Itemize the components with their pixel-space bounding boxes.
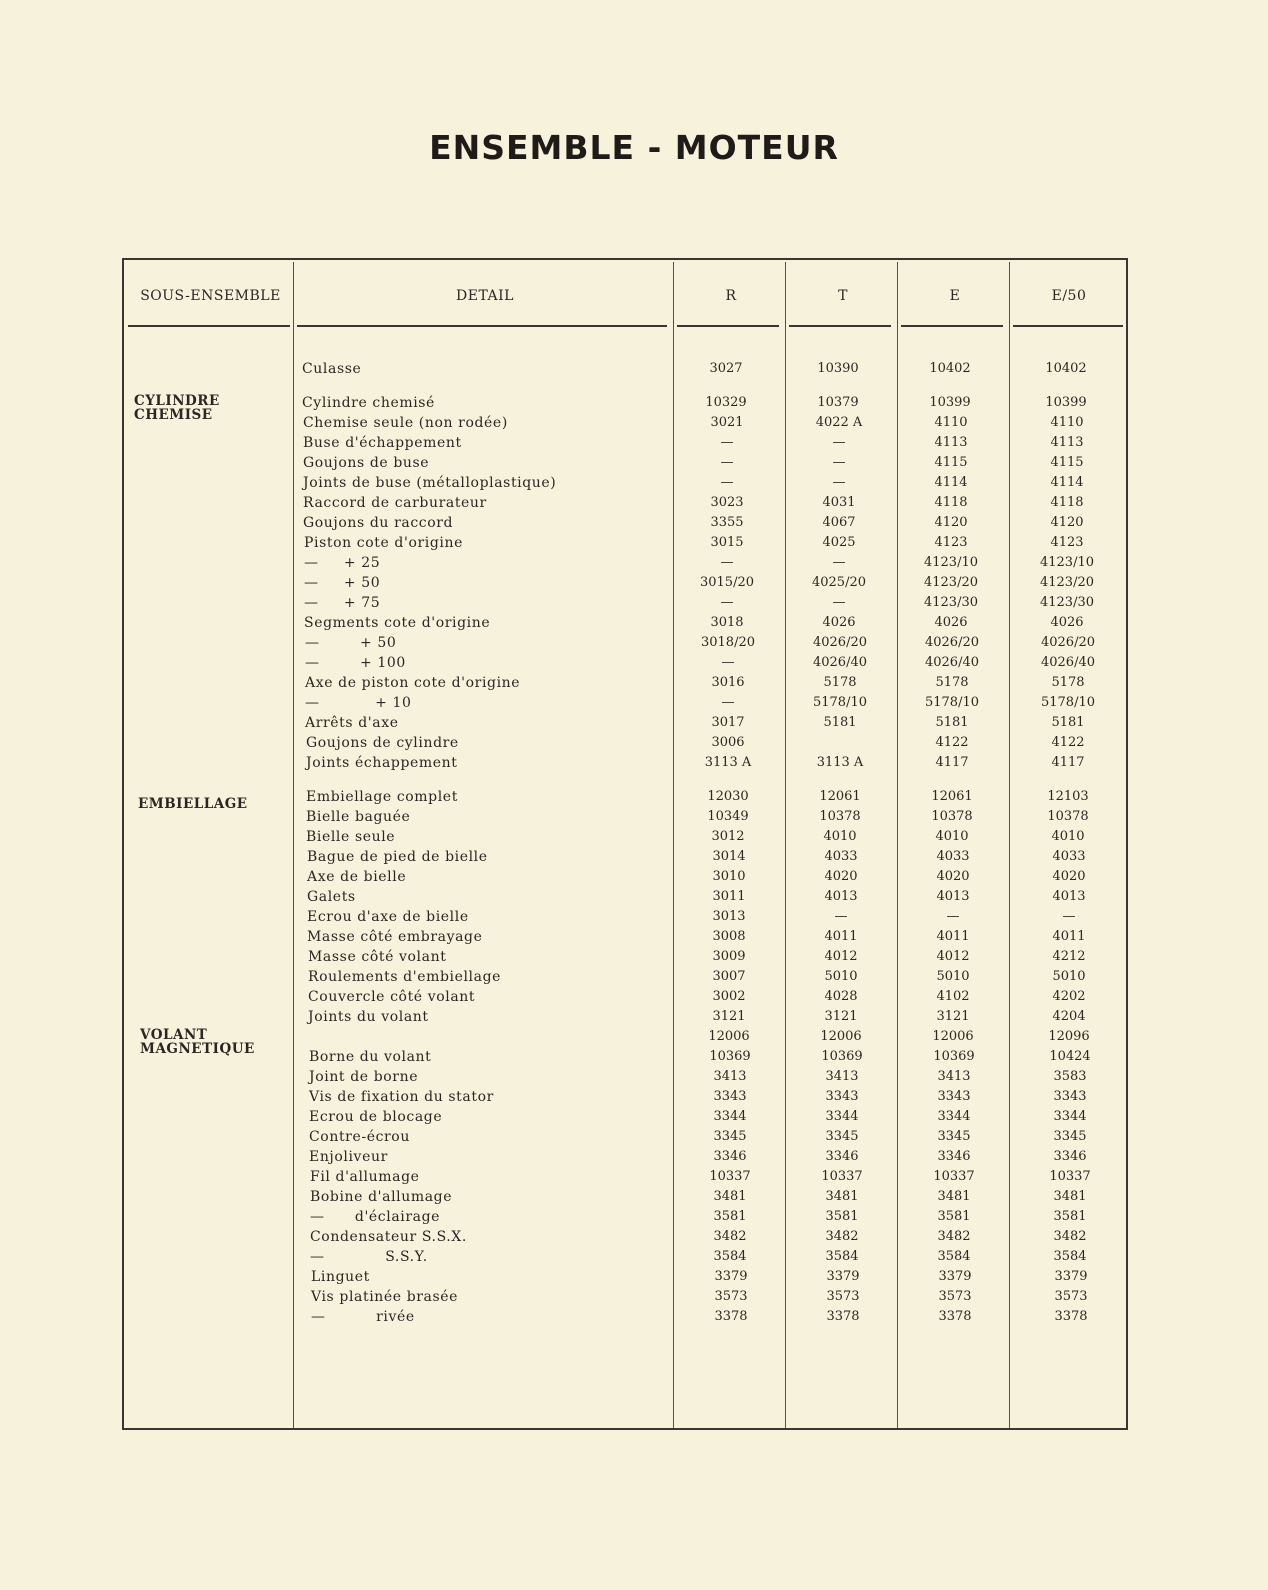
value-cell-r: 3009 — [712, 949, 746, 964]
value-cell-r: 10369 — [709, 1049, 751, 1064]
value-cell-e50: 3378 — [1054, 1309, 1088, 1324]
value-cell-t: 10379 — [817, 395, 859, 410]
value-cell-r: 3027 — [709, 361, 743, 376]
table-row — [0, 1088, 1268, 1108]
value-cell-r: 3010 — [712, 869, 746, 884]
value-cell-r: 3017 — [711, 715, 745, 730]
header-underline — [901, 325, 1003, 327]
table-row — [0, 928, 1268, 948]
detail-cell: Galets — [307, 889, 356, 905]
value-cell-t: 3345 — [825, 1129, 859, 1144]
table-row — [0, 654, 1268, 674]
header-sous-ensemble: SOUS-ENSEMBLE — [140, 288, 281, 304]
detail-cell: Linguet — [311, 1269, 370, 1285]
detail-cell: Cylindre chemisé — [302, 395, 435, 411]
value-cell-e: 5010 — [936, 969, 970, 984]
value-cell-e: 4012 — [936, 949, 970, 964]
value-cell-e: 4026 — [934, 615, 968, 630]
value-cell-e: 4117 — [935, 755, 969, 770]
value-cell-e: 4123/30 — [923, 595, 978, 610]
value-cell-e50: 4115 — [1050, 455, 1084, 470]
table-row — [0, 494, 1268, 514]
table-row — [0, 1028, 1268, 1048]
value-cell-t: 4026 — [822, 615, 856, 630]
value-cell-t: 3482 — [825, 1229, 859, 1244]
value-cell-e: 3121 — [936, 1009, 970, 1024]
value-cell-r: 3018 — [710, 615, 744, 630]
value-cell-e50: 4026/40 — [1040, 655, 1095, 670]
value-cell-t: 12061 — [819, 789, 861, 804]
header-underline — [789, 325, 891, 327]
value-cell-e: 5181 — [935, 715, 969, 730]
detail-cell: Goujons du raccord — [303, 515, 454, 531]
value-cell-e: 4114 — [934, 475, 968, 490]
detail-cell: Ecrou d'axe de bielle — [307, 909, 469, 925]
detail-cell: — d'éclairage — [310, 1209, 441, 1225]
group-volant-magnetique: VOLANT MAGNETIQUE — [140, 1027, 255, 1057]
detail-cell: Ecrou de blocage — [309, 1109, 443, 1125]
value-cell-r: 3002 — [712, 989, 746, 1004]
value-cell-t: — — [834, 909, 848, 924]
detail-cell: Goujons de buse — [303, 455, 430, 471]
value-cell-r: — — [720, 555, 734, 570]
value-cell-e50: 4013 — [1052, 889, 1086, 904]
value-cell-e50: 12103 — [1047, 789, 1089, 804]
value-cell-r: 3011 — [712, 889, 746, 904]
value-cell-t: 4020 — [824, 869, 858, 884]
value-cell-e50: 3344 — [1053, 1109, 1087, 1124]
value-cell-e50: 3379 — [1054, 1269, 1088, 1284]
value-cell-e50: 10337 — [1049, 1169, 1091, 1184]
page-title: ENSEMBLE - MOTEUR — [429, 128, 839, 167]
table-row — [0, 754, 1268, 774]
value-cell-e50: 3584 — [1053, 1249, 1087, 1264]
value-cell-e50: 4020 — [1052, 869, 1086, 884]
value-cell-e50: 3481 — [1053, 1189, 1087, 1204]
value-cell-e: 5178/10 — [924, 695, 979, 710]
table-row — [0, 454, 1268, 474]
table-row — [0, 1188, 1268, 1208]
value-cell-r: — — [721, 695, 735, 710]
table-row — [0, 394, 1268, 414]
detail-cell: Fil d'allumage — [310, 1169, 420, 1185]
detail-cell: — + 10 — [305, 695, 412, 711]
value-cell-r: — — [720, 435, 734, 450]
value-cell-t: 4022 A — [815, 415, 863, 430]
value-cell-r: 3343 — [713, 1089, 747, 1104]
value-cell-t: 4067 — [822, 515, 856, 530]
value-cell-e: 4113 — [934, 435, 968, 450]
value-cell-e50: 4011 — [1052, 929, 1086, 944]
value-cell-r: 3014 — [712, 849, 746, 864]
value-cell-r: 3121 — [712, 1009, 746, 1024]
header-detail: DETAIL — [456, 288, 514, 304]
value-cell-e50: 10399 — [1045, 395, 1087, 410]
header-t: T — [838, 288, 848, 304]
table-row — [0, 988, 1268, 1008]
table-row — [0, 594, 1268, 614]
value-cell-r: 10349 — [707, 809, 749, 824]
table-row — [0, 1048, 1268, 1068]
detail-cell: Masse côté embrayage — [307, 929, 483, 945]
detail-cell: Enjoliveur — [309, 1149, 388, 1165]
value-cell-t: 3413 — [825, 1069, 859, 1084]
value-cell-e50: 4026 — [1050, 615, 1084, 630]
value-cell-t: 3378 — [826, 1309, 860, 1324]
value-cell-e50: 3573 — [1054, 1289, 1088, 1304]
value-cell-e: 3343 — [937, 1089, 971, 1104]
value-cell-e50: 5010 — [1052, 969, 1086, 984]
value-cell-e50: 4026/20 — [1040, 635, 1095, 650]
table-row — [0, 968, 1268, 988]
value-cell-t: 10369 — [821, 1049, 863, 1064]
detail-cell: Condensateur S.S.X. — [310, 1229, 467, 1245]
table-row — [0, 514, 1268, 534]
value-cell-r: 3016 — [711, 675, 745, 690]
value-cell-e50: 3343 — [1053, 1089, 1087, 1104]
table-row — [0, 534, 1268, 554]
value-cell-r: 3023 — [710, 495, 744, 510]
value-cell-e50: 4110 — [1050, 415, 1084, 430]
value-cell-r: 3481 — [713, 1189, 747, 1204]
value-cell-e50: 10402 — [1045, 361, 1087, 376]
value-cell-r: 3573 — [714, 1289, 748, 1304]
value-cell-t: 4010 — [823, 829, 857, 844]
table-row — [0, 360, 1268, 380]
detail-cell: Couvercle côté volant — [308, 989, 476, 1005]
detail-cell: — + 100 — [305, 655, 406, 671]
value-cell-e: 10399 — [929, 395, 971, 410]
detail-cell: — + 50 — [305, 635, 397, 651]
value-cell-e: 3378 — [938, 1309, 972, 1324]
detail-cell: Buse d'échappement — [303, 435, 462, 451]
detail-cell: — rivée — [311, 1309, 415, 1325]
value-cell-e: 4122 — [935, 735, 969, 750]
value-cell-t: 4025/20 — [811, 575, 866, 590]
value-cell-r: 3018/20 — [700, 635, 755, 650]
table-row — [0, 474, 1268, 494]
value-cell-e: 12061 — [931, 789, 973, 804]
table-row — [0, 808, 1268, 828]
value-cell-e50: 4123/10 — [1039, 555, 1094, 570]
detail-cell: Masse côté volant — [308, 949, 447, 965]
value-cell-r: 10337 — [709, 1169, 751, 1184]
header-underline — [297, 325, 667, 327]
value-cell-r: 12006 — [708, 1029, 750, 1044]
value-cell-e: 3344 — [937, 1109, 971, 1124]
value-cell-e: 4026/20 — [924, 635, 979, 650]
value-cell-e: 4033 — [936, 849, 970, 864]
value-cell-t: 10390 — [817, 361, 859, 376]
table-row — [0, 848, 1268, 868]
value-cell-t: 3121 — [824, 1009, 858, 1024]
value-cell-t: — — [832, 455, 846, 470]
value-cell-e50: 4113 — [1050, 435, 1084, 450]
detail-cell: Joints échappement — [306, 755, 458, 771]
value-cell-t: 4025 — [822, 535, 856, 550]
value-cell-r: — — [720, 595, 734, 610]
value-cell-e: 3346 — [937, 1149, 971, 1164]
table-row — [0, 1008, 1268, 1028]
value-cell-t: — — [832, 435, 846, 450]
table-row — [0, 868, 1268, 888]
value-cell-t: — — [832, 555, 846, 570]
value-cell-e50: 4010 — [1051, 829, 1085, 844]
value-cell-e50: 3346 — [1053, 1149, 1087, 1164]
group-embiellage: EMBIELLAGE — [138, 796, 248, 812]
value-cell-r: 3015/20 — [699, 575, 754, 590]
value-cell-r: 3006 — [711, 735, 745, 750]
value-cell-t: 3344 — [825, 1109, 859, 1124]
value-cell-t: 10378 — [819, 809, 861, 824]
value-cell-e50: 4123 — [1050, 535, 1084, 550]
table-row — [0, 1068, 1268, 1088]
value-cell-e50: 10378 — [1047, 809, 1089, 824]
value-cell-t: 5181 — [823, 715, 857, 730]
value-cell-e: 10378 — [931, 809, 973, 824]
value-cell-e50: 4118 — [1050, 495, 1084, 510]
header-e50: E/50 — [1051, 288, 1087, 304]
detail-cell: Borne du volant — [309, 1049, 432, 1065]
value-cell-r: 3482 — [713, 1229, 747, 1244]
header-underline — [128, 325, 290, 327]
value-cell-e50: 3482 — [1053, 1229, 1087, 1244]
table-row — [0, 1208, 1268, 1228]
value-cell-e50: 5178/10 — [1040, 695, 1095, 710]
value-cell-e: 4110 — [934, 415, 968, 430]
value-cell-e: 4115 — [934, 455, 968, 470]
value-cell-e: 12006 — [932, 1029, 974, 1044]
value-cell-r: 12030 — [707, 789, 749, 804]
value-cell-e50: — — [1062, 909, 1076, 924]
value-cell-e: 4102 — [936, 989, 970, 1004]
header-e: E — [949, 288, 961, 304]
value-cell-r: 3013 — [712, 909, 746, 924]
value-cell-e50: 4202 — [1052, 989, 1086, 1004]
value-cell-r: — — [720, 475, 734, 490]
value-cell-e: 4123/20 — [923, 575, 978, 590]
value-cell-t: 3581 — [825, 1209, 859, 1224]
value-cell-e: 4013 — [936, 889, 970, 904]
value-cell-t: 4012 — [824, 949, 858, 964]
value-cell-r: 3346 — [713, 1149, 747, 1164]
value-cell-e50: 4117 — [1051, 755, 1085, 770]
value-cell-e: 3345 — [937, 1129, 971, 1144]
value-cell-e: 10369 — [933, 1049, 975, 1064]
value-cell-t: 3573 — [826, 1289, 860, 1304]
value-cell-t: 3379 — [826, 1269, 860, 1284]
value-cell-r: 3413 — [713, 1069, 747, 1084]
value-cell-e50: 10424 — [1049, 1049, 1091, 1064]
header-underline — [677, 325, 779, 327]
table-row — [0, 414, 1268, 434]
table-row — [0, 1288, 1268, 1308]
detail-cell: Joint de borne — [309, 1069, 419, 1085]
table-row — [0, 1108, 1268, 1128]
value-cell-e: 3379 — [938, 1269, 972, 1284]
value-cell-e50: 4033 — [1052, 849, 1086, 864]
value-cell-t: 4033 — [824, 849, 858, 864]
value-cell-e50: 4204 — [1052, 1009, 1086, 1024]
value-cell-t: — — [832, 475, 846, 490]
detail-cell: Vis platinée brasée — [311, 1289, 459, 1305]
header-underline — [1013, 325, 1123, 327]
value-cell-e50: 4123/30 — [1039, 595, 1094, 610]
table-row — [0, 614, 1268, 634]
value-cell-t: 4011 — [824, 929, 858, 944]
table-row — [0, 1128, 1268, 1148]
table-row — [0, 574, 1268, 594]
detail-cell: Joints de buse (métalloplastique) — [303, 475, 557, 491]
detail-cell: Bielle seule — [306, 829, 396, 845]
detail-cell: Vis de fixation du stator — [309, 1089, 494, 1105]
value-cell-e: 3413 — [937, 1069, 971, 1084]
table-row — [0, 694, 1268, 714]
value-cell-r: 10329 — [705, 395, 747, 410]
detail-cell: Culasse — [302, 361, 362, 377]
table-row — [0, 714, 1268, 734]
value-cell-e50: 4114 — [1050, 475, 1084, 490]
value-cell-e50: 4123/20 — [1039, 575, 1094, 590]
value-cell-r: 3345 — [713, 1129, 747, 1144]
value-cell-t: 4028 — [824, 989, 858, 1004]
value-cell-e: 3482 — [937, 1229, 971, 1244]
table-row — [0, 634, 1268, 654]
table-row — [0, 908, 1268, 928]
table-row — [0, 1268, 1268, 1288]
value-cell-t: 3343 — [825, 1089, 859, 1104]
detail-cell: Raccord de carburateur — [303, 495, 487, 511]
detail-cell: Contre-écrou — [309, 1129, 410, 1145]
detail-cell: Joints du volant — [308, 1009, 429, 1025]
table-row — [0, 1308, 1268, 1328]
value-cell-e50: 3583 — [1053, 1069, 1087, 1084]
value-cell-r: 3379 — [714, 1269, 748, 1284]
value-cell-r: 3584 — [713, 1249, 747, 1264]
value-cell-e: 4118 — [934, 495, 968, 510]
value-cell-e: 4123 — [934, 535, 968, 550]
value-cell-t: 3346 — [825, 1149, 859, 1164]
value-cell-e: 4120 — [934, 515, 968, 530]
value-cell-e50: 3581 — [1053, 1209, 1087, 1224]
value-cell-r: 3015 — [710, 535, 744, 550]
value-cell-r: — — [720, 455, 734, 470]
value-cell-r: 3355 — [710, 515, 744, 530]
value-cell-t: — — [832, 595, 846, 610]
value-cell-e: 4026/40 — [924, 655, 979, 670]
value-cell-t: 4013 — [824, 889, 858, 904]
group-cylindre-chemise: CYLINDRE CHEMISE — [134, 393, 220, 423]
detail-cell: Chemise seule (non rodée) — [303, 415, 508, 431]
table-row — [0, 1168, 1268, 1188]
table-row — [0, 434, 1268, 454]
value-cell-e: 3573 — [938, 1289, 972, 1304]
detail-cell: Axe de piston cote d'origine — [305, 675, 521, 691]
table-row — [0, 674, 1268, 694]
detail-cell: — + 75 — [304, 595, 381, 611]
value-cell-r: — — [721, 655, 735, 670]
detail-cell: Bobine d'allumage — [310, 1189, 453, 1205]
value-cell-r: 3581 — [713, 1209, 747, 1224]
value-cell-t: 12006 — [820, 1029, 862, 1044]
table-row — [0, 948, 1268, 968]
table-row — [0, 1228, 1268, 1248]
value-cell-t: 10337 — [821, 1169, 863, 1184]
table-row — [0, 888, 1268, 908]
value-cell-e50: 5178 — [1051, 675, 1085, 690]
table-row — [0, 734, 1268, 754]
detail-cell: — S.S.Y. — [310, 1249, 428, 1265]
value-cell-r: 3344 — [713, 1109, 747, 1124]
value-cell-e: 4123/10 — [923, 555, 978, 570]
value-cell-e50: 5181 — [1051, 715, 1085, 730]
value-cell-e: 10337 — [933, 1169, 975, 1184]
value-cell-t: 3113 A — [816, 755, 864, 770]
value-cell-t: 4031 — [822, 495, 856, 510]
value-cell-r: 3008 — [712, 929, 746, 944]
value-cell-t: 4026/20 — [812, 635, 867, 650]
detail-cell: Arrêts d'axe — [305, 715, 399, 731]
value-cell-e: 3584 — [937, 1249, 971, 1264]
value-cell-r: 3012 — [711, 829, 745, 844]
value-cell-e: 5178 — [935, 675, 969, 690]
value-cell-e50: 4120 — [1050, 515, 1084, 530]
detail-cell: Embiellage complet — [306, 789, 458, 805]
table-row — [0, 1248, 1268, 1268]
header-r: R — [725, 288, 737, 304]
detail-cell: Roulements d'embiellage — [308, 969, 502, 985]
table-row — [0, 1148, 1268, 1168]
value-cell-e: 4010 — [935, 829, 969, 844]
value-cell-e50: 4122 — [1051, 735, 1085, 750]
table-row — [0, 788, 1268, 808]
value-cell-r: 3007 — [712, 969, 746, 984]
detail-cell: Piston cote d'origine — [304, 535, 463, 551]
value-cell-e: 4011 — [936, 929, 970, 944]
detail-cell: Bielle baguée — [306, 809, 411, 825]
detail-cell: Goujons de cylindre — [306, 735, 459, 751]
value-cell-e50: 3345 — [1053, 1129, 1087, 1144]
value-cell-e: 10402 — [929, 361, 971, 376]
value-cell-t: 5178 — [823, 675, 857, 690]
value-cell-r: 3113 A — [704, 755, 752, 770]
value-cell-e: 3481 — [937, 1189, 971, 1204]
detail-cell: Axe de bielle — [307, 869, 407, 885]
value-cell-e50: 4212 — [1052, 949, 1086, 964]
detail-cell: — + 50 — [304, 575, 381, 591]
value-cell-e: 3581 — [937, 1209, 971, 1224]
value-cell-e50: 12096 — [1048, 1029, 1090, 1044]
value-cell-t: 3584 — [825, 1249, 859, 1264]
value-cell-r: 3021 — [710, 415, 744, 430]
detail-cell: Segments cote d'origine — [304, 615, 491, 631]
detail-cell: Bague de pied de bielle — [307, 849, 488, 865]
detail-cell: — + 25 — [304, 555, 381, 571]
value-cell-e: — — [946, 909, 960, 924]
value-cell-t: 5010 — [824, 969, 858, 984]
value-cell-t: 5178/10 — [812, 695, 867, 710]
table-row — [0, 554, 1268, 574]
value-cell-e: 4020 — [936, 869, 970, 884]
value-cell-r: 3378 — [714, 1309, 748, 1324]
table-row — [0, 828, 1268, 848]
value-cell-t: 3481 — [825, 1189, 859, 1204]
value-cell-t: 4026/40 — [812, 655, 867, 670]
